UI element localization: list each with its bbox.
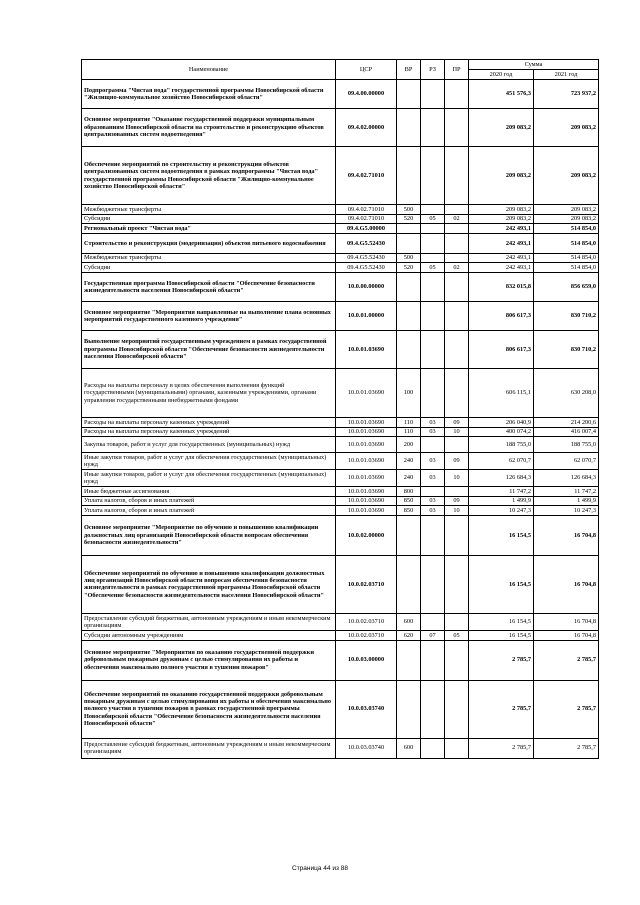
row-csr: 09.4.02.71010	[336, 147, 397, 205]
table-row	[82, 263, 599, 273]
row-csr: 10.0.01.03690	[336, 427, 397, 437]
row-name: Иные закупки товаров, работ и услуг для обеспечения государственных (муниципальных) нужд	[82, 470, 336, 487]
row-name: Обеспечение мероприятий по строительству и реконструкции объектов централизованных систем водоотведения в рамках подпрограммы "Чистая вода" государственной программы Новосибирской области "Жилищно-коммунальное хозяйство Новосибирской области"	[82, 147, 336, 205]
row-vr	[397, 224, 421, 234]
row-name: Субсидии	[82, 214, 336, 224]
row-vr: 620	[397, 630, 421, 640]
row-pr	[445, 515, 469, 555]
table-row	[82, 680, 599, 738]
row-pr: 02	[445, 214, 469, 224]
table-row	[82, 301, 599, 330]
row-sum-2021: 514 854,0	[534, 224, 599, 234]
row-vr: 800	[397, 487, 421, 497]
row-vr	[397, 555, 421, 613]
row-vr	[397, 515, 421, 555]
row-sum-2021: 62 070,7	[534, 453, 599, 470]
row-rz	[421, 224, 445, 234]
row-csr: 09.4.G5.52430	[336, 263, 397, 273]
row-sum-2020: 242 493,1	[469, 233, 534, 253]
row-sum-2020: 209 083,2	[469, 109, 534, 147]
table-header	[82, 60, 599, 80]
table-body	[82, 80, 599, 759]
table-row	[82, 214, 599, 224]
row-name: Основное мероприятие "Мероприятие по обучению и повышению квалификации должностных лиц организаций Новосибирской области вопросам обеспечения безопасности жизнедеятельности"	[82, 515, 336, 555]
row-sum-2020: 2 785,7	[469, 738, 534, 758]
row-sum-2021: 126 684,3	[534, 470, 599, 487]
row-sum-2020: 209 083,2	[469, 147, 534, 205]
header-year-2020: 2020 год	[469, 70, 534, 80]
row-pr	[445, 253, 469, 263]
row-csr: 10.0.01.03690	[336, 368, 397, 417]
row-vr: 520	[397, 214, 421, 224]
header-pr: ПР	[445, 60, 469, 80]
page-number: Страница 44 из 88	[292, 865, 348, 872]
row-vr: 520	[397, 263, 421, 273]
row-sum-2020: 16 154,5	[469, 555, 534, 613]
row-vr: 850	[397, 496, 421, 506]
row-name: Субсидии автономным учреждениям	[82, 630, 336, 640]
row-name: Государственная программа Новосибирской области "Обеспечение безопасности жизнедеятельности населения Новосибирской области"	[82, 272, 336, 301]
row-csr: 10.0.03.03740	[336, 738, 397, 758]
row-sum-2021: 2 785,7	[534, 738, 599, 758]
row-rz	[421, 301, 445, 330]
table-row	[82, 233, 599, 253]
table-row	[82, 515, 599, 555]
row-sum-2020: 209 083,2	[469, 205, 534, 215]
row-sum-2021: 16 704,8	[534, 613, 599, 630]
row-pr	[445, 272, 469, 301]
row-rz	[421, 738, 445, 758]
table-row	[82, 555, 599, 613]
row-vr	[397, 680, 421, 738]
row-vr	[397, 301, 421, 330]
row-name: Выполнение мероприятий государственным учреждением в рамках государственной программы Новосибирской области "Обеспечение безопасности жизнедеятельности населения Новосибирской области"	[82, 330, 336, 368]
row-sum-2021: 10 247,3	[534, 506, 599, 516]
row-pr	[445, 555, 469, 613]
row-name: Предоставление субсидий бюджетным, автономным учреждениям и иным некоммерческим организациям	[82, 738, 336, 758]
row-pr	[445, 80, 469, 109]
row-rz	[421, 330, 445, 368]
row-sum-2020: 126 684,3	[469, 470, 534, 487]
row-sum-2020: 2 785,7	[469, 640, 534, 680]
row-sum-2021: 214 200,6	[534, 417, 599, 427]
row-name: Закупка товаров, работ и услуг для государственных (муниципальных) нужд	[82, 437, 336, 453]
table-row	[82, 253, 599, 263]
row-vr	[397, 640, 421, 680]
table-row	[82, 427, 599, 437]
row-pr	[445, 301, 469, 330]
row-rz	[421, 80, 445, 109]
table-row	[82, 640, 599, 680]
row-sum-2020: 209 083,2	[469, 214, 534, 224]
row-vr	[397, 147, 421, 205]
row-sum-2020: 806 617,3	[469, 301, 534, 330]
row-name: Основное мероприятие "Мероприятия по оказанию государственной поддержки добровольным пожарным дружинам с целью стимулирования их работы и обеспечения максимально полного участия в тушении пожаров"	[82, 640, 336, 680]
row-sum-2021: 209 083,2	[534, 205, 599, 215]
row-pr	[445, 680, 469, 738]
row-sum-2021: 188 755,0	[534, 437, 599, 453]
row-sum-2020: 62 070,7	[469, 453, 534, 470]
row-csr: 10.0.01.03690	[336, 437, 397, 453]
row-vr: 240	[397, 470, 421, 487]
row-csr: 10.0.01.03690	[336, 453, 397, 470]
row-rz: 03	[421, 417, 445, 427]
row-rz	[421, 368, 445, 417]
row-rz	[421, 109, 445, 147]
row-vr: 500	[397, 205, 421, 215]
row-sum-2021: 514 854,0	[534, 263, 599, 273]
row-pr	[445, 205, 469, 215]
table-row	[82, 205, 599, 215]
row-csr: 10.0.01.03690	[336, 506, 397, 516]
row-vr	[397, 109, 421, 147]
table-row	[82, 330, 599, 368]
row-vr: 850	[397, 506, 421, 516]
row-pr: 02	[445, 263, 469, 273]
table-row	[82, 224, 599, 234]
table-row	[82, 470, 599, 487]
row-name: Иные закупки товаров, работ и услуг для обеспечения государственных (муниципальных) нужд	[82, 453, 336, 470]
row-name: Подпрограмма "Чистая вода" государственной программы Новосибирской области "Жилищно-коммунальное хозяйство Новосибирской области"	[82, 80, 336, 109]
row-sum-2020: 242 493,1	[469, 224, 534, 234]
row-csr: 09.4.G5.52430	[336, 253, 397, 263]
row-vr	[397, 233, 421, 253]
row-pr: 10	[445, 427, 469, 437]
row-pr	[445, 109, 469, 147]
row-pr	[445, 487, 469, 497]
row-pr	[445, 640, 469, 680]
table-row	[82, 630, 599, 640]
row-pr	[445, 437, 469, 453]
table-row	[82, 109, 599, 147]
row-rz: 05	[421, 214, 445, 224]
row-name: Обеспечение мероприятий по обучению и повышению квалификации должностных лиц организаций Новосибирской области вопросам обеспечения безопасности жизнедеятельности в рамках государственной программы Новосибирской области "Обеспечение безопасности жизнедеятельности населения Новосибирской области"	[82, 555, 336, 613]
row-rz: 07	[421, 630, 445, 640]
row-pr	[445, 738, 469, 758]
row-sum-2021: 514 854,0	[534, 233, 599, 253]
row-vr: 100	[397, 368, 421, 417]
row-sum-2020: 606 115,1	[469, 368, 534, 417]
row-sum-2021: 514 854,0	[534, 253, 599, 263]
row-csr: 10.0.01.03690	[336, 330, 397, 368]
row-sum-2021: 209 083,2	[534, 109, 599, 147]
row-sum-2021: 1 499,9	[534, 496, 599, 506]
row-sum-2021: 11 747,2	[534, 487, 599, 497]
row-csr: 10.0.01.03690	[336, 470, 397, 487]
row-sum-2021: 2 785,7	[534, 640, 599, 680]
row-rz	[421, 555, 445, 613]
row-name: Уплата налогов, сборов и иных платежей	[82, 506, 336, 516]
row-sum-2020: 242 493,1	[469, 253, 534, 263]
row-sum-2021: 209 083,2	[534, 214, 599, 224]
row-name: Основное мероприятие "Оказание государственной поддержки муниципальным образованиям Новосибирской области на строительство и реконструкцию объектов централизованных систем водоотведения"	[82, 109, 336, 147]
row-sum-2020: 16 154,5	[469, 630, 534, 640]
row-sum-2021: 856 659,0	[534, 272, 599, 301]
row-sum-2021: 830 710,2	[534, 301, 599, 330]
row-vr: 110	[397, 427, 421, 437]
row-rz: 03	[421, 470, 445, 487]
table-row	[82, 496, 599, 506]
row-pr: 05	[445, 630, 469, 640]
row-csr: 09.4.02.71010	[336, 214, 397, 224]
row-rz	[421, 272, 445, 301]
row-csr: 10.0.02.00000	[336, 515, 397, 555]
row-rz	[421, 680, 445, 738]
row-name: Межбюджетные трансферты	[82, 205, 336, 215]
row-csr: 10.0.03.00000	[336, 640, 397, 680]
row-sum-2020: 16 154,5	[469, 515, 534, 555]
row-name: Основное мероприятие "Мероприятия направленные на выполнение плана основных мероприятий государственного казенного учреждения"	[82, 301, 336, 330]
row-name: Строительство и реконструкция (модернизация) объектов питьевого водоснабжения	[82, 233, 336, 253]
header-name: Наименование	[82, 60, 336, 80]
row-sum-2021: 16 704,8	[534, 630, 599, 640]
table-row	[82, 738, 599, 758]
row-sum-2020: 16 154,5	[469, 613, 534, 630]
row-name: Субсидии	[82, 263, 336, 273]
row-sum-2020: 400 074,2	[469, 427, 534, 437]
row-csr: 10.0.01.03690	[336, 496, 397, 506]
row-name: Иные бюджетные ассигнования	[82, 487, 336, 497]
row-csr: 09.4.G5.52430	[336, 233, 397, 253]
row-rz: 03	[421, 427, 445, 437]
row-rz: 05	[421, 263, 445, 273]
row-vr: 600	[397, 613, 421, 630]
header-csr: ЦСР	[336, 60, 397, 80]
row-rz	[421, 487, 445, 497]
header-rz: РЗ	[421, 60, 445, 80]
row-vr: 240	[397, 453, 421, 470]
table-row	[82, 417, 599, 427]
row-rz	[421, 640, 445, 680]
table-row	[82, 437, 599, 453]
row-rz: 03	[421, 496, 445, 506]
row-pr	[445, 233, 469, 253]
row-csr: 10.0.02.03710	[336, 555, 397, 613]
row-name: Региональный проект "Чистая вода"	[82, 224, 336, 234]
row-vr	[397, 272, 421, 301]
row-vr: 110	[397, 417, 421, 427]
row-vr	[397, 80, 421, 109]
row-sum-2021: 16 704,8	[534, 555, 599, 613]
row-sum-2021: 416 007,4	[534, 427, 599, 437]
row-vr: 500	[397, 253, 421, 263]
row-csr: 10.0.03.03740	[336, 680, 397, 738]
row-sum-2021: 2 785,7	[534, 680, 599, 738]
row-csr: 09.4.00.00000	[336, 80, 397, 109]
row-pr: 10	[445, 506, 469, 516]
table-row	[82, 368, 599, 417]
row-rz	[421, 233, 445, 253]
row-sum-2020: 206 040,9	[469, 417, 534, 427]
row-name: Расходы на выплаты персоналу в целях обеспечения выполнения функций государственными (муниципальными) органами, казенными учреждениями, органами управления государственными внебюджетными фондами	[82, 368, 336, 417]
row-name: Межбюджетные трансферты	[82, 253, 336, 263]
row-sum-2020: 188 755,0	[469, 437, 534, 453]
row-csr: 10.0.01.00000	[336, 301, 397, 330]
row-name: Расходы на выплаты персоналу казенных учреждений	[82, 427, 336, 437]
row-pr: 09	[445, 453, 469, 470]
row-name: Уплата налогов, сборов и иных платежей	[82, 496, 336, 506]
row-sum-2021: 723 937,2	[534, 80, 599, 109]
header-year-2021: 2021 год	[534, 70, 599, 80]
row-sum-2021: 630 208,0	[534, 368, 599, 417]
row-rz	[421, 253, 445, 263]
row-pr: 09	[445, 417, 469, 427]
table-row	[82, 80, 599, 109]
row-csr: 09.4.G5.00000	[336, 224, 397, 234]
table-row	[82, 453, 599, 470]
row-rz	[421, 613, 445, 630]
row-rz	[421, 205, 445, 215]
header-sum: Сумма	[469, 60, 599, 70]
table-row	[82, 613, 599, 630]
row-sum-2020: 1 499,9	[469, 496, 534, 506]
row-csr: 10.0.02.03710	[336, 613, 397, 630]
row-name: Предоставление субсидий бюджетным, автономным учреждениям и иным некоммерческим организациям	[82, 613, 336, 630]
header-vr: ВР	[397, 60, 421, 80]
row-csr: 10.0.02.03710	[336, 630, 397, 640]
row-sum-2020: 242 493,1	[469, 263, 534, 273]
row-sum-2021: 209 083,2	[534, 147, 599, 205]
row-sum-2020: 10 247,3	[469, 506, 534, 516]
row-vr	[397, 330, 421, 368]
row-sum-2020: 2 785,7	[469, 680, 534, 738]
row-rz: 03	[421, 506, 445, 516]
row-sum-2021: 830 710,2	[534, 330, 599, 368]
table-row	[82, 487, 599, 497]
row-pr	[445, 330, 469, 368]
row-rz	[421, 147, 445, 205]
row-pr	[445, 368, 469, 417]
row-pr	[445, 613, 469, 630]
row-rz	[421, 515, 445, 555]
row-csr: 09.4.02.00000	[336, 109, 397, 147]
row-sum-2021: 16 704,8	[534, 515, 599, 555]
row-csr: 10.0.00.00000	[336, 272, 397, 301]
row-sum-2020: 11 747,2	[469, 487, 534, 497]
row-sum-2020: 806 617,3	[469, 330, 534, 368]
table-row	[82, 506, 599, 516]
row-csr: 10.0.01.03690	[336, 417, 397, 427]
row-vr: 600	[397, 738, 421, 758]
row-sum-2020: 451 576,3	[469, 80, 534, 109]
row-vr: 200	[397, 437, 421, 453]
row-pr	[445, 147, 469, 205]
row-csr: 09.4.02.71010	[336, 205, 397, 215]
row-name: Расходы на выплаты персоналу казенных учреждений	[82, 417, 336, 427]
budget-table	[81, 59, 599, 759]
row-sum-2020: 832 015,8	[469, 272, 534, 301]
row-pr	[445, 224, 469, 234]
row-pr: 10	[445, 470, 469, 487]
row-rz: 03	[421, 453, 445, 470]
row-name: Обеспечение мероприятий по оказанию государственной поддержки добровольным пожарным дружинам с целью стимулирования их работы и обеспечения максимально полного участия в тушении пожаров в рамках государственной программы Новосибирской области "Обеспечение безопасности жизнедеятельности населения Новосибирской области"	[82, 680, 336, 738]
table-row	[82, 272, 599, 301]
row-csr: 10.0.01.03690	[336, 487, 397, 497]
row-rz	[421, 437, 445, 453]
row-pr: 09	[445, 496, 469, 506]
table-row	[82, 147, 599, 205]
